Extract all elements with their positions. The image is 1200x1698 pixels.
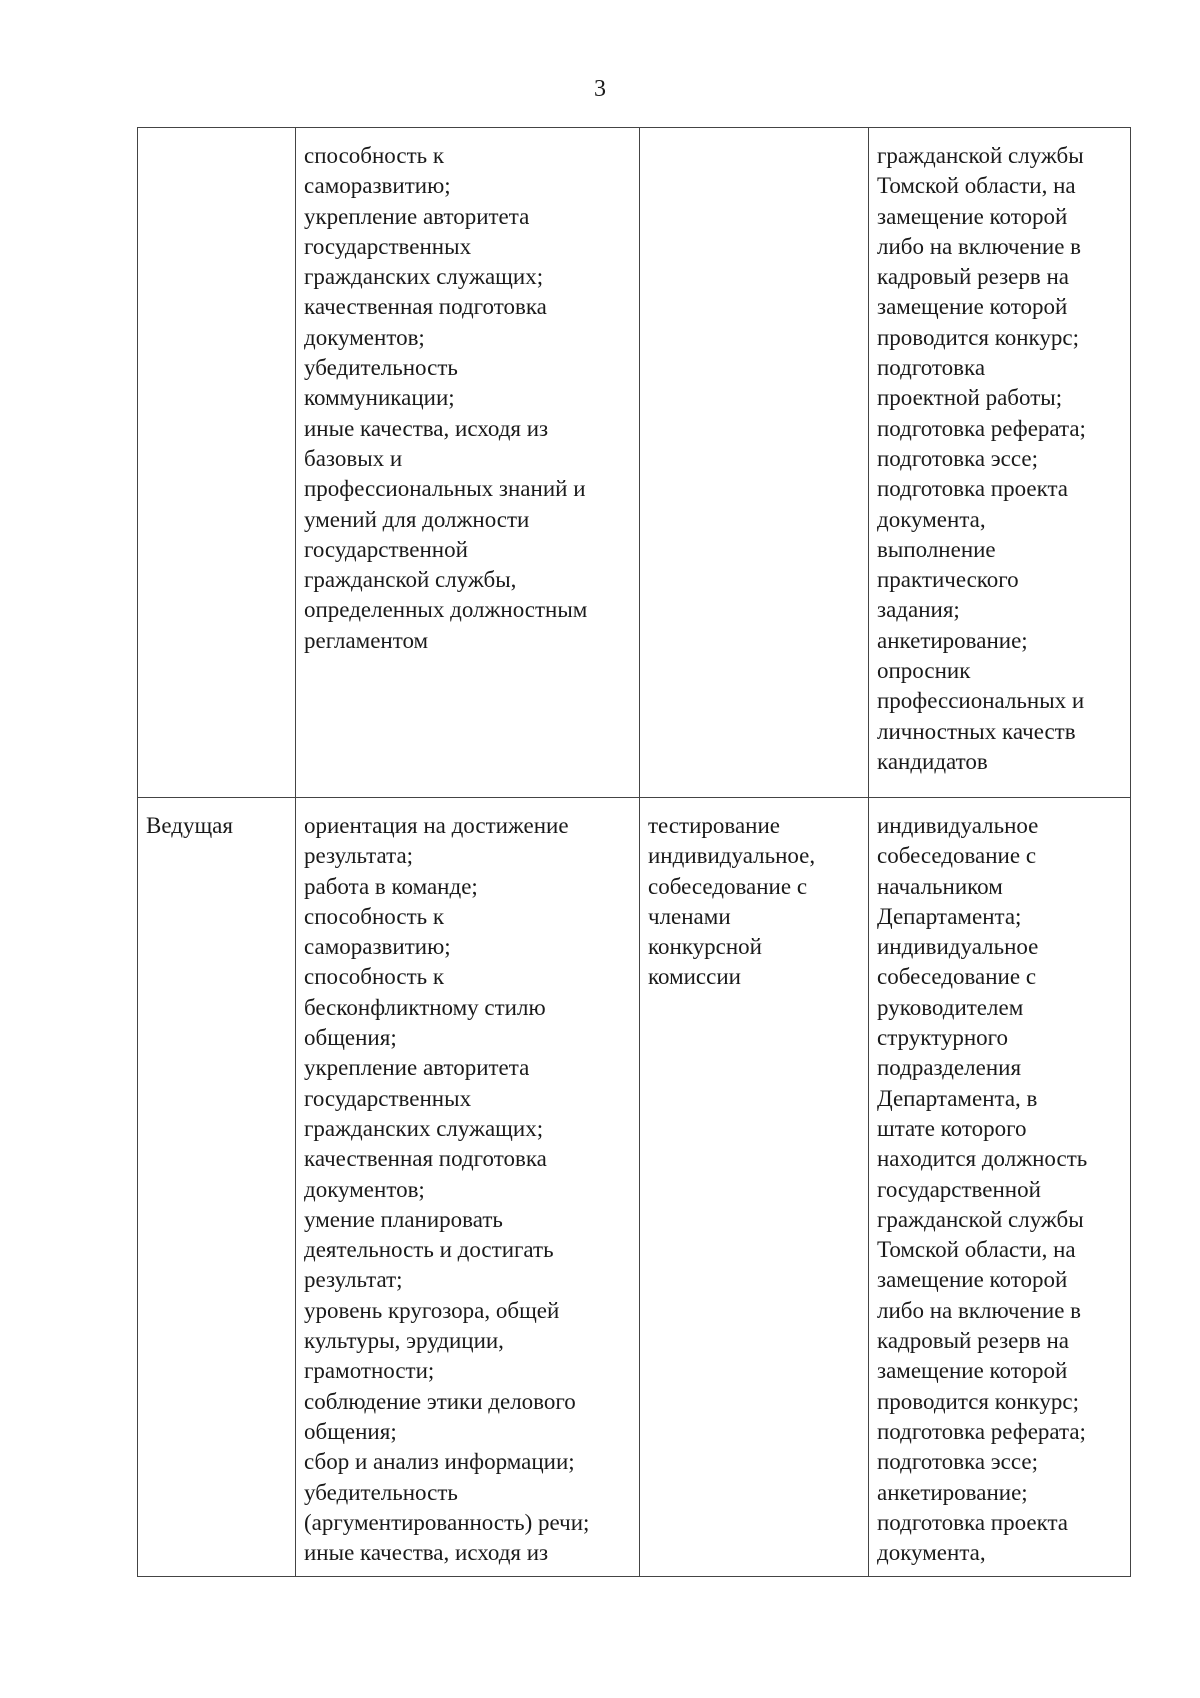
competency-table (137, 127, 1131, 1577)
methods-stage-1-cell (640, 128, 869, 798)
qualities-cell: способность к саморазвитию; укрепление авторитета государственных гражданских служащих; качественная подготовка документов; убедительность коммуникации; иные качества, исходя из базовых и профессиональных знаний и умений для должности государственной гражданской службы, определенных должностным регламентом (296, 128, 640, 798)
methods-stage-1-cell: тестирование индивидуальное, собеседование с членами конкурсной комиссии (640, 798, 869, 1577)
position-group-cell (138, 128, 296, 798)
methods-stage-2-cell: индивидуальное собеседование с начальником Департамента; индивидуальное собеседование с руководителем структурного подразделения Департамента, в штате которого находится должность государственной гражданской службы Томской области, на замещение которой либо на включение в кадровый резерв на замещение которой проводится конкурс; подготовка реферата; подготовка эссе; анкетирование; подготовка проекта документа, (869, 798, 1131, 1577)
position-group-cell: Ведущая (138, 798, 296, 1577)
table-row (138, 798, 1131, 1577)
qualities-cell: ориентация на достижение результата; работа в команде; способность к саморазвитию; способность к бесконфликтному стилю общения; укрепление авторитета государственных гражданских служащих; качественная подготовка документов; умение планировать деятельность и достигать результат; уровень кругозора, общей культуры, эрудиции, грамотности; соблюдение этики делового общения; сбор и анализ информации; убедительность (аргументированность) речи; иные качества, исходя из (296, 798, 640, 1577)
methods-stage-2-cell: гражданской службы Томской области, на замещение которой либо на включение в кадровый резерв на замещение которой проводится конкурс; подготовка проектной работы; подготовка реферата; подготовка эссе; подготовка проекта документа, выполнение практического задания; анкетирование; опросник профессиональных и личностных качеств кандидатов (869, 128, 1131, 798)
page-number: 3 (594, 76, 606, 102)
table-row (138, 128, 1131, 798)
